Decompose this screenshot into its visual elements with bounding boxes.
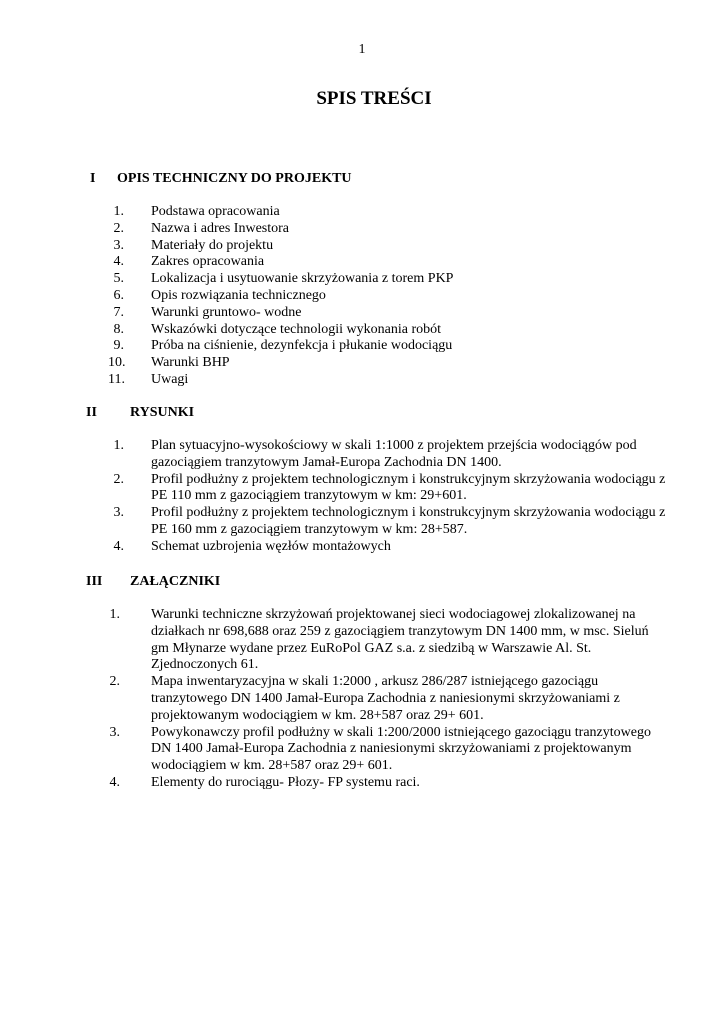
item-number: 4. (113, 254, 124, 270)
toc-list-opis-techniczny (108, 204, 668, 389)
item-text: Profil podłużny z projektem technologicznym i konstrukcyjnym skrzyżowania wodociągu z PE 110 mm z gazociągiem tranzytowym w km: 29+601. (151, 471, 666, 504)
list-item (108, 505, 668, 539)
page-title: SPIS TREŚCI (316, 88, 432, 109)
list-item (108, 305, 668, 322)
item-text: Warunki techniczne skrzyżowań projektowanej sieci wodociagowej zlokalizowanej na działkach nr 698,688 oraz 259 z gazociągiem tranzytowym DN 1400 mm, w msc. Sieluń gm Młynarze wydane przez EuRoPol GAZ s.a. z siedzibą w Warszawie Al. St. Zjednoczonych 61. (151, 607, 649, 673)
list-item (108, 438, 668, 472)
item-number: 3. (109, 724, 120, 740)
item-number: 7. (113, 304, 124, 320)
list-item (108, 472, 668, 506)
item-number: 2. (109, 674, 120, 690)
item-number: 8. (113, 321, 124, 337)
list-item (108, 775, 668, 792)
item-text: Plan sytuacyjno-wysokościowy w skali 1:1000 z projektem przejścia wodociągów pod gazociągiem tranzytowym Jamał-Europa Zachodnia DN 1400. (151, 438, 637, 470)
item-text: Wskazówki dotyczące technologii wykonania robót (151, 321, 442, 337)
list-item (108, 338, 668, 355)
list-item (108, 725, 668, 775)
item-number: 5. (113, 271, 124, 287)
item-number: 2. (113, 220, 124, 236)
list-item (108, 322, 668, 339)
page-number: 1 (358, 42, 366, 57)
item-text: Elementy do rurociągu- Płozy- FP systemu raci. (151, 774, 420, 790)
item-text: Próba na ciśnienie, dezynfekcja i płukanie wodociągu (151, 338, 453, 354)
list-item (108, 254, 668, 271)
section-heading-text: RYSUNKI (130, 405, 195, 420)
item-text: Zakres opracowania (151, 254, 265, 270)
list-item (108, 271, 668, 288)
list-item (108, 607, 668, 674)
section-heading-text: ZAŁĄCZNIKI (130, 574, 221, 589)
item-number: 11. (108, 371, 125, 387)
item-text: Powykonawczy profil podłużny w skali 1:200/2000 istniejącego gazociągu tranzytowego DN 1400 Jamał-Europa Zachodnia z naniesionymi skrzyżowaniami z projektowanym wodociągiem w km. 28+587 oraz 29+ 601. (151, 724, 651, 774)
list-item (108, 221, 668, 238)
toc-list-rysunki (108, 438, 668, 556)
list-item (108, 355, 668, 372)
section-numeral: I (90, 171, 96, 186)
list-item (108, 204, 668, 221)
item-text: Materiały do projektu (151, 237, 274, 253)
item-number: 4. (109, 774, 120, 790)
item-text: Warunki gruntowo- wodne (151, 304, 302, 320)
section-numeral: II (86, 405, 97, 420)
item-number: 6. (113, 287, 124, 303)
item-number: 2. (113, 471, 124, 487)
item-number: 4. (113, 538, 124, 554)
item-text: Schemat uzbrojenia węzłów montażowych (151, 538, 391, 554)
item-text: Podstawa opracowania (151, 204, 280, 219)
section-heading-text: OPIS TECHNICZNY DO PROJEKTU (117, 171, 352, 186)
item-text: Warunki BHP (151, 355, 230, 371)
item-number: 10. (108, 355, 126, 371)
item-text: Lokalizacja i usytuowanie skrzyżowania z torem PKP (151, 271, 454, 287)
item-number: 1. (113, 438, 124, 453)
item-number: 1. (113, 204, 124, 219)
item-number: 1. (109, 607, 120, 622)
item-text: Opis rozwiązania technicznego (151, 287, 326, 303)
section-numeral: III (86, 574, 103, 589)
toc-list-zalaczniki (108, 607, 668, 792)
list-item (108, 674, 668, 724)
list-item (108, 539, 668, 556)
item-number: 3. (113, 505, 124, 521)
list-item (108, 288, 668, 305)
item-text: Profil podłużny z projektem technologicznym i konstrukcyjnym skrzyżowania wodociągu z PE 160 mm z gazociągiem tranzytowym w km: 28+587. (151, 505, 666, 537)
list-item (108, 238, 668, 255)
list-item (108, 372, 668, 389)
item-text: Uwagi (151, 371, 189, 387)
item-text: Mapa inwentaryzacyjna w skali 1:2000 , arkusz 286/287 istniejącego gazociągu tranzytowego DN 1400 Jamał-Europa Zachodnia z naniesionymi skrzyżowaniami z projektowanym wodociągiem w km. 28+587 oraz 29+ 601. (151, 674, 620, 723)
item-number: 3. (113, 237, 124, 253)
item-number: 9. (113, 338, 124, 354)
item-text: Nazwa i adres Inwestora (151, 220, 289, 236)
